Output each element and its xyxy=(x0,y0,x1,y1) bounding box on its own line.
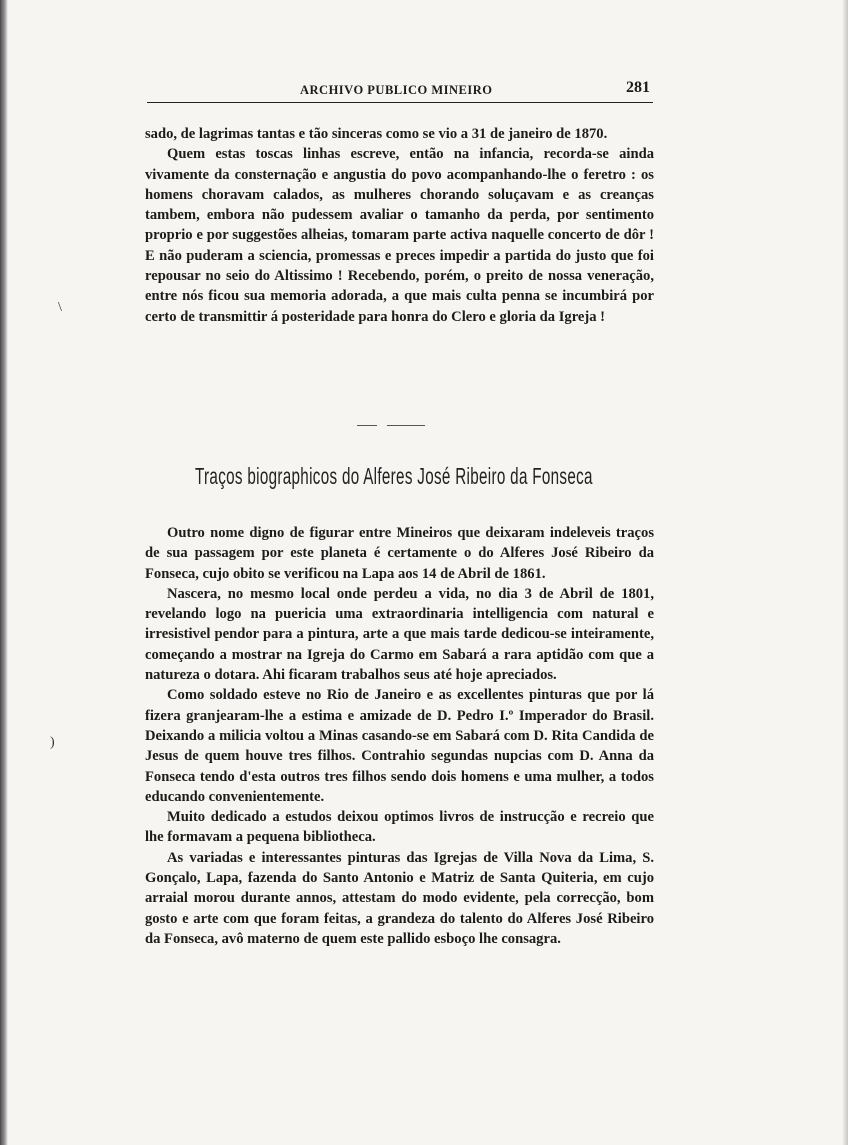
body-paragraph: Outro nome digno de figurar entre Mineiros que deixaram indeleveis traços de sua passagem por este planeta é certamente o do Alferes José Ribeiro da Fonseca, cujo obito se verificou na Lapa aos 14 de Abril de 1861. xyxy=(145,525,654,582)
margin-mark: ) xyxy=(50,735,55,750)
running-header-title: ARCHIVO PUBLICO MINEIRO xyxy=(300,83,493,97)
margin-mark: \ xyxy=(58,300,62,315)
body-paragraph: Como soldado esteve no Rio de Janeiro e as excellentes pinturas que por lá fizera granjearam-lhe a estima e amizade de D. Pedro I.º Imperador do Brasil. Deixando a milicia voltou a Minas casando-se em Sabará com D. Rita Candida de Jesus de quem houve tres filhos. Contrahio segundas nupcias com D. Anna da Fonseca tendo d'esta outros tres filhos sendo dois homens e uma mulher, a todos educando convenientemente. xyxy=(145,687,654,805)
body-paragraph: As variadas e interessantes pinturas das Igrejas de Villa Nova da Lima, S. Gonçalo, Lapa, fazenda do Santo Antonio e Matriz de Santa Quiteria, em cujo arraial morou durante annos, attestam do modo evidente, pela correcção, bom gosto e arte com que foram feitas, a grandeza do talento do Alferes José Ribeiro da Fonseca, avô materno de quem este pallido esboço lhe consagra. xyxy=(145,849,654,947)
intro-text xyxy=(145,124,654,327)
intro-paragraph: Quem estas toscas linhas escreve, então na infancia, recorda-se ainda vivamente da consternação e angustia do povo acompanhando-lhe o feretro : os homens choravam calados, as mulheres chorando soluçavam e as creanças tambem, embora não pudessem avaliar o tamanho da perda, por sentimento proprio e por suggestões alheias, tomaram parte activa naquelle concerto de dôr ! E não puderam a sciencia, promessas e preces impedir a partida do justo que foi repousar no seio do Altissimo ! Recebendo, porém, o preito de nossa veneração, entre nós ficou sua memoria adorada, a que mais culta penna se incumbirá por certo de transmittir á posteridade para honra do Clero e gloria da Igreja ! xyxy=(145,146,654,325)
page-number: 281 xyxy=(626,79,650,96)
section-divider xyxy=(387,425,425,426)
body-paragraph: Muito dedicado a estudos deixou optimos livros de instrucção e recreio que lhe formavam a pequena bibliotheca. xyxy=(145,809,654,846)
page-edge-right xyxy=(842,0,848,1145)
body-paragraph: Nascera, no mesmo local onde perdeu a vida, no dia 3 de Abril de 1801, revelando logo na puericia uma extraordinaria intelligencia com natural e irresistivel pendor para a pintura, arte a que mais tarde dedicou-se inteiramente, começando a mostrar na Igreja do Carmo em Sabará a rara aptidão com que a natureza o dotara. Ahi ficaram trabalhos seus até hoje apreciados. xyxy=(145,585,654,684)
section-body xyxy=(145,523,654,949)
section-heading: Traços biographicos do Alferes José Ribeiro da Fonseca xyxy=(195,463,593,489)
intro-paragraph: sado, de lagrimas tantas e tão sinceras como se vio a 31 de janeiro de 1870. xyxy=(145,126,608,142)
section-divider xyxy=(357,425,377,426)
page-edge-shadow xyxy=(0,0,8,1145)
header-rule xyxy=(147,102,653,103)
